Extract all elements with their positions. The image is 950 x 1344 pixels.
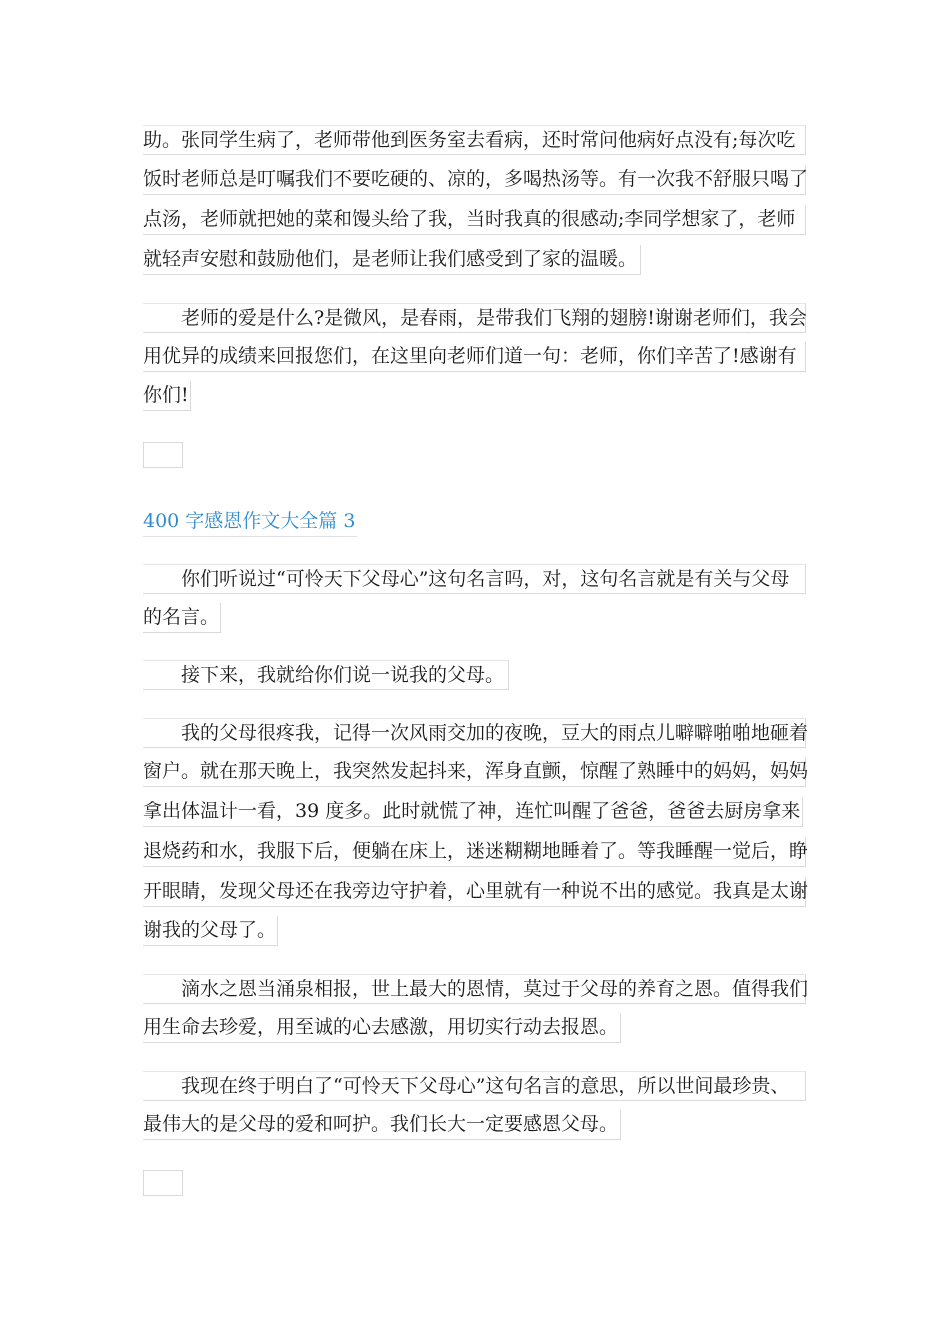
paragraph-line: 最伟大的是父母的爱和呵护。我们长大一定要感恩父母。 <box>143 1110 621 1140</box>
paragraph-line <box>143 564 806 594</box>
paragraph-line: 就轻声安慰和鼓励他们，是老师让我们感受到了家的温暖。 <box>143 245 641 275</box>
paragraph-text: 我的父母很疼我，记得一次风雨交加的夜晚，豆大的雨点儿噼噼啪啪地砸着 <box>181 722 809 744</box>
paragraph-text: 你们听说过“可怜天下父母心”这句名言吗，对，这句名言就是有关与父母 <box>181 568 790 590</box>
blank-line-box <box>143 1170 183 1196</box>
paragraph-line <box>143 303 806 333</box>
paragraph-line: 用优异的成绩来回报您们，在这里向老师们道一句：老师，你们辛苦了!感谢有 <box>143 342 806 372</box>
paragraph-text: 我现在终于明白了“可怜天下父母心”这句名言的意思，所以世间最珍贵、 <box>181 1075 790 1097</box>
paragraph-line <box>143 660 509 690</box>
paragraph-line <box>143 974 809 1004</box>
section-heading: 400 字感恩作文大全篇 3 <box>143 506 357 537</box>
paragraph-line: 饭时老师总是叮嘱我们不要吃硬的、凉的，多喝热汤等。有一次我不舒服只喝了 <box>143 165 806 195</box>
paragraph-line: 助。张同学生病了，老师带他到医务室去看病，还时常问他病好点没有;每次吃 <box>143 125 806 155</box>
paragraph-line: 你们! <box>143 381 191 411</box>
paragraph-line: 退烧药和水，我服下后，便躺在床上，迷迷糊糊地睡着了。等我睡醒一觉后，睁 <box>143 837 806 867</box>
paragraph-line: 的名言。 <box>143 603 221 633</box>
paragraph-text: 接下来，我就给你们说一说我的父母。 <box>181 664 505 686</box>
paragraph-line: 拿出体温计一看，39 度多。此时就慌了神，连忙叫醒了爸爸，爸爸去厨房拿来 <box>143 797 803 827</box>
paragraph-line: 用生命去珍爱，用至诚的心去感激，用切实行动去报恩。 <box>143 1013 621 1043</box>
paragraph-line: 窗户。就在那天晚上，我突然发起抖来，浑身直颤，惊醒了熟睡中的妈妈，妈妈 <box>143 757 806 787</box>
paragraph-line: 点汤，老师就把她的菜和馒头给了我，当时我真的很感动;李同学想家了，老师 <box>143 205 806 235</box>
paragraph-line: 开眼睛，发现父母还在我旁边守护着，心里就有一种说不出的感觉。我真是太谢 <box>143 877 806 907</box>
paragraph-line <box>143 718 809 748</box>
paragraph-text: 老师的爱是什么?是微风，是春雨，是带我们飞翔的翅膀!谢谢老师们，我会 <box>181 307 807 329</box>
blank-line-box <box>143 442 183 468</box>
paragraph-line: 谢我的父母了。 <box>143 916 278 946</box>
paragraph-line <box>143 1071 806 1101</box>
paragraph-text: 滴水之恩当涌泉相报，世上最大的恩情，莫过于父母的养育之恩。值得我们 <box>181 978 809 1000</box>
